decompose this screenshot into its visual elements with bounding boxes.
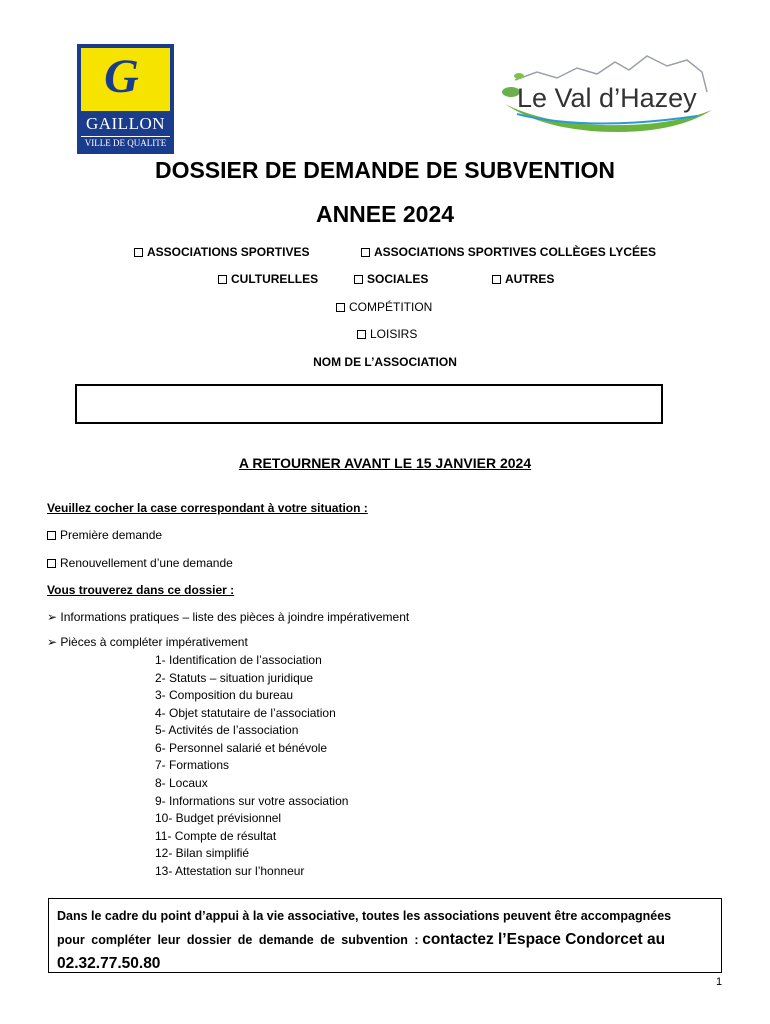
- arrow-bullet-icon: ➢: [47, 635, 61, 649]
- val-hazey-logo: [497, 52, 722, 132]
- gaillon-logo-subtitle: VILLE DE QUALITE: [81, 136, 170, 148]
- list-item: 13- Attestation sur l’honneur: [155, 864, 305, 878]
- checkbox-icon[interactable]: [492, 275, 501, 284]
- checkbox-icon[interactable]: [357, 330, 366, 339]
- assistance-note-line2: pour compléter leur dossier de demande de subvention : contactez l’Espace Condorcet au: [57, 931, 666, 948]
- list-item: 5- Activités de l’association: [155, 723, 299, 737]
- checkbox-icon[interactable]: [218, 275, 227, 284]
- category-sociales[interactable]: SOCIALES: [354, 272, 428, 286]
- association-name-label: NOM DE L’ASSOCIATION: [313, 355, 457, 369]
- option-premiere-demande[interactable]: Première demande: [47, 528, 162, 542]
- option-renouvellement[interactable]: Renouvellement d’une demande: [47, 556, 233, 570]
- document-title: DOSSIER DE DEMANDE DE SUBVENTION: [154, 157, 616, 183]
- category-loisirs[interactable]: LOISIRS: [357, 327, 417, 341]
- category-competition[interactable]: COMPÉTITION: [336, 300, 432, 314]
- category-autres[interactable]: AUTRES: [492, 272, 554, 286]
- gaillon-logo: [77, 44, 174, 154]
- assistance-contact: contactez l’Espace Condorcet au: [422, 931, 666, 948]
- document-year: ANNEE 2024: [315, 201, 455, 227]
- deadline-notice: A RETOURNER AVANT LE 15 JANVIER 2024: [238, 455, 532, 471]
- assistance-note-box: [48, 898, 722, 973]
- page-number: 1: [716, 976, 723, 988]
- category-associations-sportives[interactable]: ASSOCIATIONS SPORTIVES: [134, 245, 309, 259]
- checkbox-icon[interactable]: [47, 559, 56, 568]
- list-item: 12- Bilan simplifié: [155, 846, 250, 860]
- gaillon-logo-name: GAILLON: [85, 114, 166, 133]
- list-item: 3- Composition du bureau: [155, 688, 294, 702]
- list-item: 2- Statuts – situation juridique: [155, 671, 314, 685]
- arrow-bullet-icon: ➢: [47, 610, 61, 624]
- checkbox-icon[interactable]: [361, 248, 370, 257]
- category-sportives-colleges-lycees[interactable]: ASSOCIATIONS SPORTIVES COLLÈGES LYCÉES: [361, 245, 656, 259]
- checkbox-icon[interactable]: [336, 303, 345, 312]
- situation-heading: Veuillez cocher la case correspondant à votre situation :: [47, 501, 368, 515]
- list-item: 1- Identification de l’association: [155, 653, 322, 667]
- val-hazey-logo-text: Le Val d’Hazey: [517, 83, 697, 113]
- checkbox-icon[interactable]: [134, 248, 143, 257]
- checkbox-icon[interactable]: [354, 275, 363, 284]
- association-name-field[interactable]: [75, 384, 663, 424]
- category-culturelles[interactable]: CULTURELLES: [218, 272, 318, 286]
- list-item: 6- Personnel salarié et bénévole: [155, 741, 328, 755]
- contents-heading: Vous trouverez dans ce dossier :: [47, 583, 235, 597]
- assistance-note-line1: Dans le cadre du point d’appui à la vie associative, toutes les associations peuvent être accompagnées: [57, 909, 672, 923]
- list-item: 9- Informations sur votre association: [155, 794, 349, 808]
- checkbox-icon[interactable]: [47, 531, 56, 540]
- list-item: 8- Locaux: [155, 776, 208, 790]
- assistance-phone: 02.32.77.50.80: [57, 955, 161, 972]
- list-item: 4- Objet statutaire de l’association: [155, 706, 336, 720]
- list-item: 10- Budget prévisionnel: [155, 811, 282, 825]
- list-item: 11- Compte de résultat: [155, 829, 277, 843]
- contents-bullet-informations: ➢ Informations pratiques – liste des pièces à joindre impérativement: [47, 610, 410, 624]
- gaillon-logo-letter: G: [104, 50, 139, 103]
- list-item: 7- Formations: [155, 758, 230, 772]
- contents-bullet-pieces: ➢ Pièces à compléter impérativement: [47, 635, 248, 649]
